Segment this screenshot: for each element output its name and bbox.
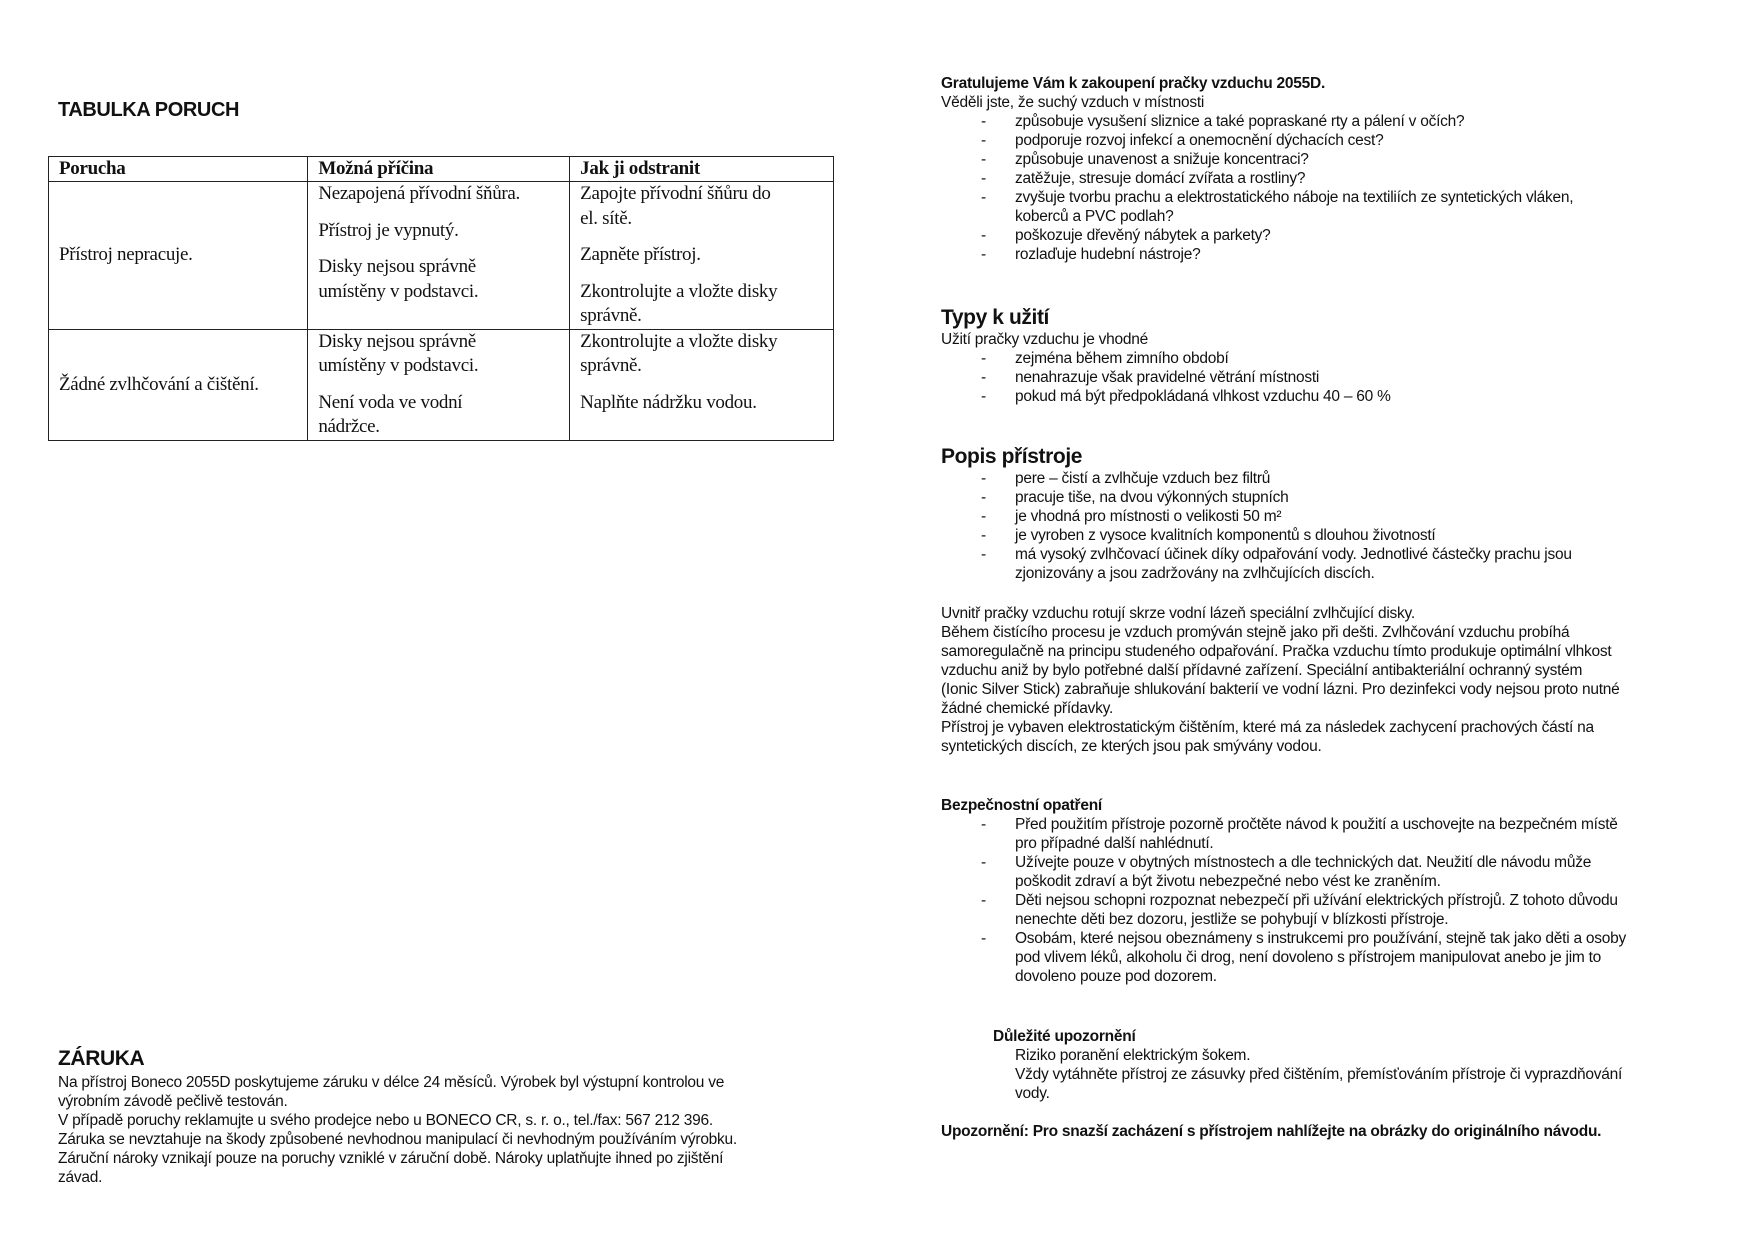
important-text-line: Riziko poranění elektrickým šokem. [1015,1047,1251,1064]
list-item-line: koberců a PVC podlah? [1015,208,1174,225]
list-item [941,853,1626,891]
list-item [941,488,1572,507]
warranty-section [58,1047,737,1187]
list-item-line: je vhodná pro místnosti o velikosti 50 m² [1015,508,1282,525]
list-item-line: nenechte děti bez dozoru, jestliže se pohybují v blízkosti přístroje. [1015,911,1449,928]
paragraph-line: Přístroj je vybaven elektrostatickým čištěním, které má za následek zachycení prachových částí na [941,719,1594,736]
list-item-line: pokud má být předpokládaná vlhkost vzduchu 40 – 60 % [1015,388,1391,405]
paragraph-line: Uvnitř pračky vzduchu rotují skrze vodní lázeň speciální zvlhčující disky. [941,605,1415,622]
dash-bullet-icon: - [981,892,986,909]
warranty-text-line: Záruka se nevztahuje na škody způsobené nevhodnou manipulací či nevhodným používáním výrobku. [58,1131,737,1148]
usage-lead: Užití pračky vzduchu je vhodné [941,331,1149,348]
dash-bullet-icon: - [981,151,986,168]
dash-bullet-icon: - [981,388,986,405]
list-item-line: má vysoký zvlhčovací účinek díky odpařování vody. Jednotlivé částečky prachu jsou [1015,546,1572,563]
warranty-text-line: Na přístroj Boneco 2055D poskytujeme záruku v délce 24 měsíců. Výrobek byl výstupní kontrolou ve [58,1074,725,1091]
list-item [941,169,1573,188]
list-item-line: způsobuje vysušení sliznice a také popraskané rty a pálení v očích? [1015,113,1465,130]
list-item-line: podporuje rozvoj infekcí a onemocnění dýchacích cest? [1015,132,1384,149]
intro-section [941,74,1573,264]
list-item-line: poškodit zdraví a být životu nebezpečné nebo vést ke zraněním. [1015,873,1441,890]
intro-lead: Věděli jste, že suchý vzduch v místnosti [941,94,1205,111]
fix-cell [570,329,834,440]
dash-bullet-icon: - [981,854,986,871]
cell-line: Zkontrolujte a vložte disky [580,280,778,302]
cell-line: umístěny v podstavci. [318,355,479,376]
list-item-line: zvyšuje tvorbu prachu a elektrostatického náboje na textiliích ze syntetických vláken, [1015,189,1574,206]
list-item [941,349,1391,368]
cell-line: Není voda ve vodní [318,391,463,413]
list-item-line: Užívejte pouze v obytných místnostech a dle technických dat. Neužití dle návodu může [1015,854,1592,871]
list-item [941,545,1572,583]
list-item [941,112,1573,131]
header-fix: Jak ji odstranit [570,157,834,182]
list-item-line: poškozuje dřevěný nábytek a parkety? [1015,227,1271,244]
paragraph-line: žádné chemické přídavky. [941,700,1114,717]
fault-cell: Přístroj nepracuje. [49,182,308,330]
warranty-text-line: výrobním závodě pečlivě testován. [58,1093,288,1110]
important-text-line: Vždy vytáhněte přístroj ze zásuvky před čištěním, přemísťováním přístroje či vyprazdňování [1015,1066,1623,1083]
list-item-line: Osobám, které nejsou obeznámeny s instrukcemi pro používání, stejně tak jako děti a osoby [1015,930,1627,947]
fix-item [580,182,823,231]
list-item-line: zjonizovány a jsou zadržovány na zvlhčujících discích. [1015,565,1375,582]
list-item-line: způsobuje unavenost a snižuje koncentraci? [1015,151,1309,168]
list-item-line: zatěžuje, stresuje domácí zvířata a rostliny? [1015,170,1306,187]
list-item [941,245,1573,264]
fix-cell [570,182,834,330]
dash-bullet-icon: - [981,489,986,506]
cell-line: el. sítě. [580,207,632,229]
paragraph-line: syntetických discích, ze kterých jsou pak smývány vodou. [941,738,1322,755]
list-item [941,526,1572,545]
important-title: Důležité upozornění [993,1028,1136,1045]
warranty-text-line: Záruční nároky vznikají pouze na poruchy vzniklé v záruční době. Nároky uplatňujte ihned po zjištění [58,1150,724,1167]
table-row [49,329,834,440]
fix-item [580,330,823,379]
list-item [941,131,1573,150]
list-item-line: nenahrazuje však pravidelné větrání místnosti [1015,369,1320,386]
fix-item [580,243,823,268]
list-item [941,188,1573,226]
cell-line: Disky nejsou správně [318,256,476,277]
dash-bullet-icon: - [981,113,986,130]
cause-item [318,182,559,207]
dash-bullet-icon: - [981,930,986,947]
important-text-line: vody. [1015,1085,1050,1102]
warranty-text-line: závad. [58,1169,103,1186]
cause-item [318,255,559,304]
list-item-line: rozlaďuje hudební nástroje? [1015,246,1201,263]
header-fault: Porucha [49,157,308,182]
list-item-line: zejména během zimního období [1015,350,1229,367]
list-item-line: je vyroben z vysoce kvalitních komponentů s dlouhou životností [1015,527,1436,544]
dash-bullet-icon: - [981,246,986,263]
cell-line: Disky nejsou správně [318,330,476,352]
list-item [941,469,1572,488]
cause-item [318,330,559,379]
list-item-line: pod vlivem léků, alkoholu či drog, není dovoleno s přístrojem manipulovat anebo je jim to [1015,949,1602,966]
paragraph-line: (Ionic Silver Stick) zabraňuje shlukování bakterií ve vodní lázni. Pro dezinfekci vody nejsou proto nutné [941,681,1620,698]
paragraph-line: Během čistícího procesu je vzduch promýván stejně jako při dešti. Zvlhčování vzduchu probíhá [941,624,1570,641]
dash-bullet-icon: - [981,508,986,525]
safety-title: Bezpečnostní opatření [941,797,1102,814]
fault-table-header [49,157,834,182]
list-item-line: Děti nejsou schopni rozpoznat nebezpečí při užívání elektrických přístrojů. Z tohoto důvodu [1015,892,1618,909]
fault-table [48,156,834,441]
important-section [993,1027,1622,1103]
cell-line: Nezapojená přívodní šňůra. [318,183,520,204]
dash-bullet-icon: - [981,350,986,367]
intro-title: Gratulujeme Vám k zakoupení pračky vzduchu 2055D. [941,75,1326,92]
description-section [941,445,1572,583]
list-item [941,226,1573,245]
paragraph-line: vzduchu aniž by bylo potřebné další přídavné zařízení. Speciální antibakteriální ochranný systém [941,662,1583,679]
fix-item [580,391,823,416]
safety-section [941,796,1626,986]
list-item [941,507,1572,526]
table-row [49,182,834,330]
note-text: Upozornění: Pro snazší zacházení s přístrojem nahlížejte na obrázky do originálního návodu. [941,1123,1602,1140]
dash-bullet-icon: - [981,470,986,487]
usage-section [941,306,1391,406]
header-cause: Možná příčina [308,157,570,182]
dash-bullet-icon: - [981,369,986,386]
warranty-text-line: V případě poruchy reklamujte u svého prodejce nebo u BONECO CR, s. r. o., tel./fax: 567 212 396. [58,1112,713,1129]
list-item-line: pro případné další nahlédnutí. [1015,835,1214,852]
dash-bullet-icon: - [981,546,986,563]
cell-line: umístěny v podstavci. [318,280,479,302]
cell-line: správně. [580,355,642,376]
paragraph-line: samoregulačně na principu studeného odpařování. Pračka vzduchu tímto produkuje optimální vlhkost [941,643,1612,660]
dash-bullet-icon: - [981,132,986,149]
list-item-line: pracuje tiše, na dvou výkonných stupních [1015,489,1289,506]
cell-line: Naplňte nádržku vodou. [580,391,757,413]
list-item-line: pere – čistí a zvlhčuje vzduch bez filtrů [1015,470,1271,487]
list-item-line: Před použitím přístroje pozorně pročtěte návod k použití a uschovejte na bezpečném místě [1015,816,1618,833]
list-item [941,815,1626,853]
dash-bullet-icon: - [981,170,986,187]
cell-line: Zapněte přístroj. [580,244,701,265]
cell-line: Přístroj je vypnutý. [318,219,459,241]
description-paragraph [941,604,1620,756]
dash-bullet-icon: - [981,527,986,544]
cause-item [318,391,559,440]
list-item [941,150,1573,169]
cell-line: Zkontrolujte a vložte disky [580,330,778,352]
usage-title: Typy k užití [941,306,1049,329]
cell-line: správně. [580,305,642,326]
cause-cell [308,329,570,440]
cell-line: Zapojte přívodní šňůru do [580,183,771,204]
description-title: Popis přístroje [941,445,1083,468]
warranty-title: ZÁRUKA [58,1047,145,1070]
dash-bullet-icon: - [981,189,986,206]
fault-table-title: TABULKA PORUCH [58,99,240,121]
list-item [941,891,1626,929]
list-item [941,929,1626,986]
dash-bullet-icon: - [981,816,986,833]
fix-item [580,280,823,329]
dash-bullet-icon: - [981,227,986,244]
list-item [941,387,1391,406]
cause-cell [308,182,570,330]
cell-line: nádržce. [318,416,380,437]
list-item-line: dovoleno pouze pod dozorem. [1015,968,1217,985]
list-item [941,368,1391,387]
cause-item [318,219,559,244]
fault-cell: Žádné zvlhčování a čištění. [49,329,308,440]
